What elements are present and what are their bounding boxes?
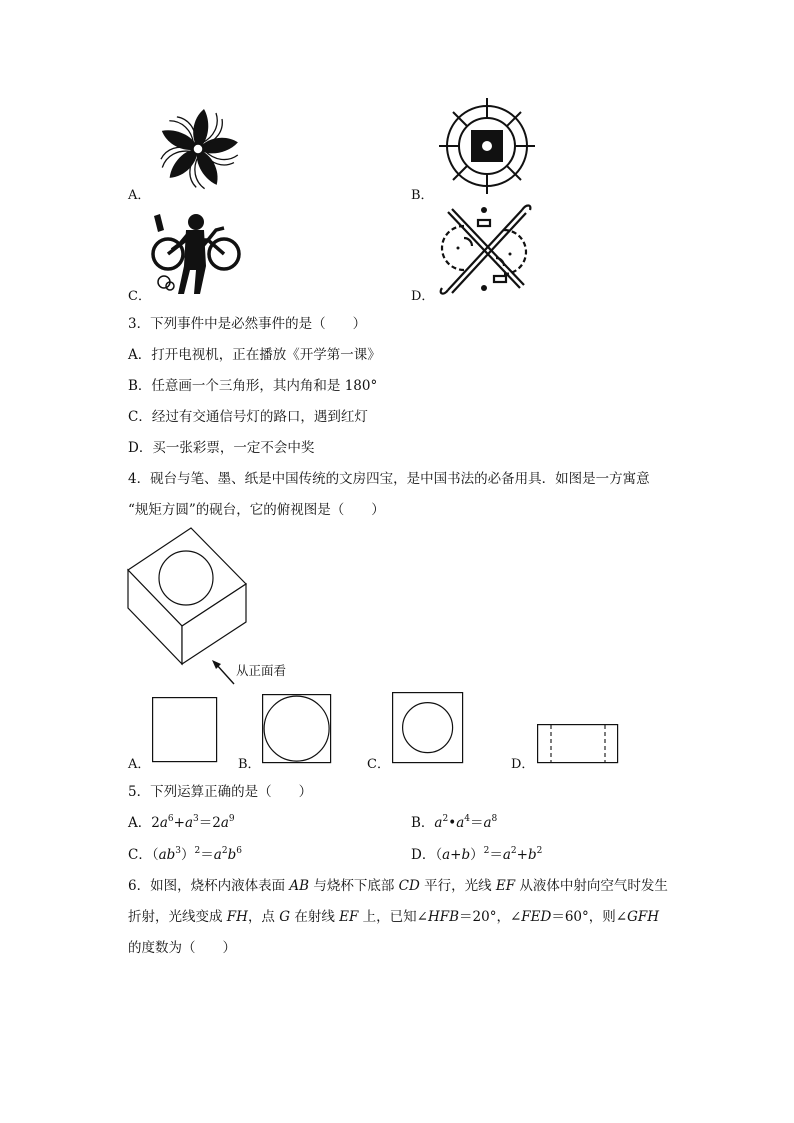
pinwheel-leaf-figure	[150, 105, 250, 195]
q4-option-a-view[interactable]	[152, 697, 218, 763]
view-direction-arrow-icon	[208, 656, 238, 686]
q2-option-d-label[interactable]: D．	[411, 289, 435, 304]
q2-option-a-label[interactable]: A．	[128, 188, 151, 203]
q3-option-a[interactable]: A．打开电视机，正在播放《开学第一课》	[128, 347, 381, 363]
q3-stem: 3．下列事件中是必然事件的是（ ）	[128, 316, 367, 332]
q5-option-d[interactable]: D．$(a+b)^2=a^2+b^2$	[411, 846, 543, 863]
q5-option-b[interactable]: B．$a^2•a^4=a^8$	[411, 814, 498, 831]
q5-option-a[interactable]: A．$2a^6+a^3=2a^9$	[128, 814, 235, 831]
q4-option-a-label[interactable]: A．	[128, 757, 151, 772]
q3-option-b[interactable]: B．任意画一个三角形，其内角和是 180°	[128, 378, 378, 394]
q5-stem: 5．下列运算正确的是（ ）	[128, 784, 313, 800]
hockey-sticks-figure	[434, 200, 534, 300]
inkstone-3d-figure	[126, 526, 256, 666]
crosshair-target-figure	[437, 96, 537, 196]
q4-stem-line1: 4．砚台与笔、墨、纸是中国传统的文房四宝，是中国书法的必备用具．如图是一方寓意	[128, 471, 650, 487]
q4-option-c-view[interactable]	[392, 692, 464, 764]
q6-stem-line3: 的度数为（ ）	[128, 940, 236, 956]
q4-option-b-label[interactable]: B．	[238, 757, 261, 772]
q4-option-d-view[interactable]	[537, 724, 619, 764]
q3-option-c[interactable]: C．经过有交通信号灯的路口，遇到红灯	[128, 409, 368, 425]
view-direction-label: 从正面看	[236, 663, 287, 678]
cyclist-carrying-bike-figure	[146, 210, 246, 300]
q2-option-b-label[interactable]: B．	[411, 188, 434, 203]
q6-stem-line1: 6．如图，烧杯内液体表面 AB 与烧杯下底部 CD 平行，光线 EF 从液体中射向空气时发生	[128, 878, 668, 894]
q5-option-c[interactable]: C．$(ab^3)^2=a^2b^6$	[128, 846, 242, 863]
q4-option-b-view[interactable]	[262, 694, 332, 764]
q2-option-c-label[interactable]: C．	[128, 289, 151, 304]
q4-option-d-label[interactable]: D．	[511, 757, 535, 772]
q3-option-d[interactable]: D．买一张彩票，一定不会中奖	[128, 440, 315, 456]
q4-option-c-label[interactable]: C．	[367, 757, 390, 772]
q6-stem-line2: 折射，光线变成 FH，点 G 在射线 EF 上，已知∠HFB＝20°，∠FED＝60°，则∠GFH	[128, 909, 660, 925]
q4-stem-line2: “规矩方圆”的砚台，它的俯视图是（ ）	[128, 502, 385, 518]
